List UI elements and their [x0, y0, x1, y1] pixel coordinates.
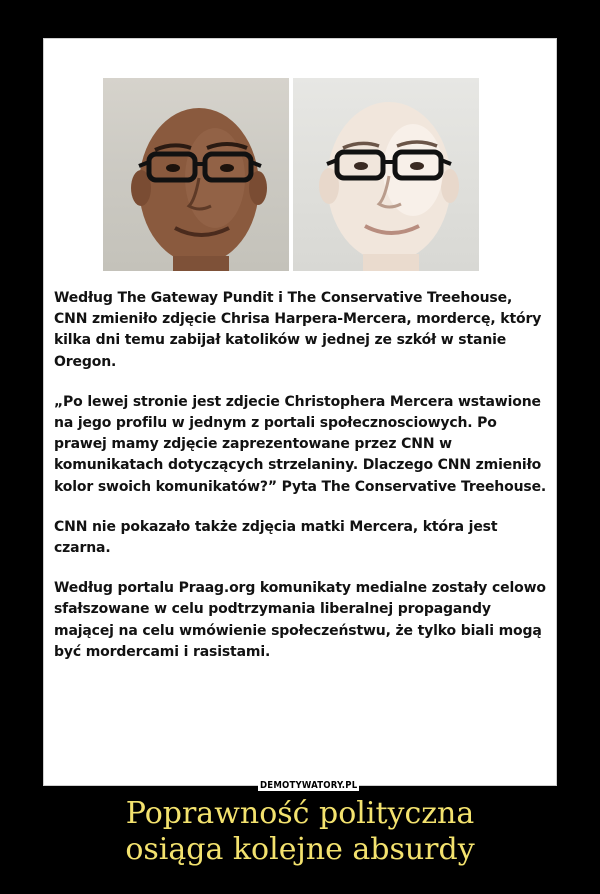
photo-comparison — [103, 78, 493, 271]
article-paragraph-2: „Po lewej stronie jest zdjecie Christophera Mercera wstawione na jego profilu w jednym z portali społecznosciowych. Po prawej mamy zdjęcie zaprezentowane przez CNN w komunikatach dotyczących strzelaniny. Dlaczego CNN zmieniło kolor swoich komunikatów?” Pyta The Conservative Treehouse. — [54, 393, 547, 495]
photo-left-original — [103, 78, 289, 271]
article-paragraph-3: CNN nie pokazało także zdjęcia matki Mercera, która jest czarna. — [54, 518, 498, 557]
article-text — [54, 288, 548, 663]
photo-right-altered — [293, 78, 479, 271]
face-illustration-right — [293, 78, 479, 271]
poster-caption — [0, 796, 600, 868]
face-illustration-left — [103, 78, 289, 271]
site-watermark: DEMOTYWATORY.PL — [260, 780, 358, 791]
caption-line-1: Poprawność polityczna — [125, 796, 475, 831]
demotivator-poster — [43, 38, 557, 791]
article-paragraph-4: Według portalu Praag.org komunikaty medialne zostały celowo sfałszowane w celu podtrzymania liberalnej propagandy mającej na celu wmówienie społeczeństwu, że tylko biali mogą być mordercami i rasistami. — [54, 580, 546, 660]
article-paragraph-1: Według The Gateway Pundit i The Conservative Treehouse, CNN zmieniło zdjęcie Chrisa Harpera-Mercera, mordercę, który kilka dni temu zabijał katolików w jednej ze szkół w stanie Oregon. — [54, 290, 542, 370]
caption-line-2: osiąga kolejne absurdy — [125, 832, 475, 867]
